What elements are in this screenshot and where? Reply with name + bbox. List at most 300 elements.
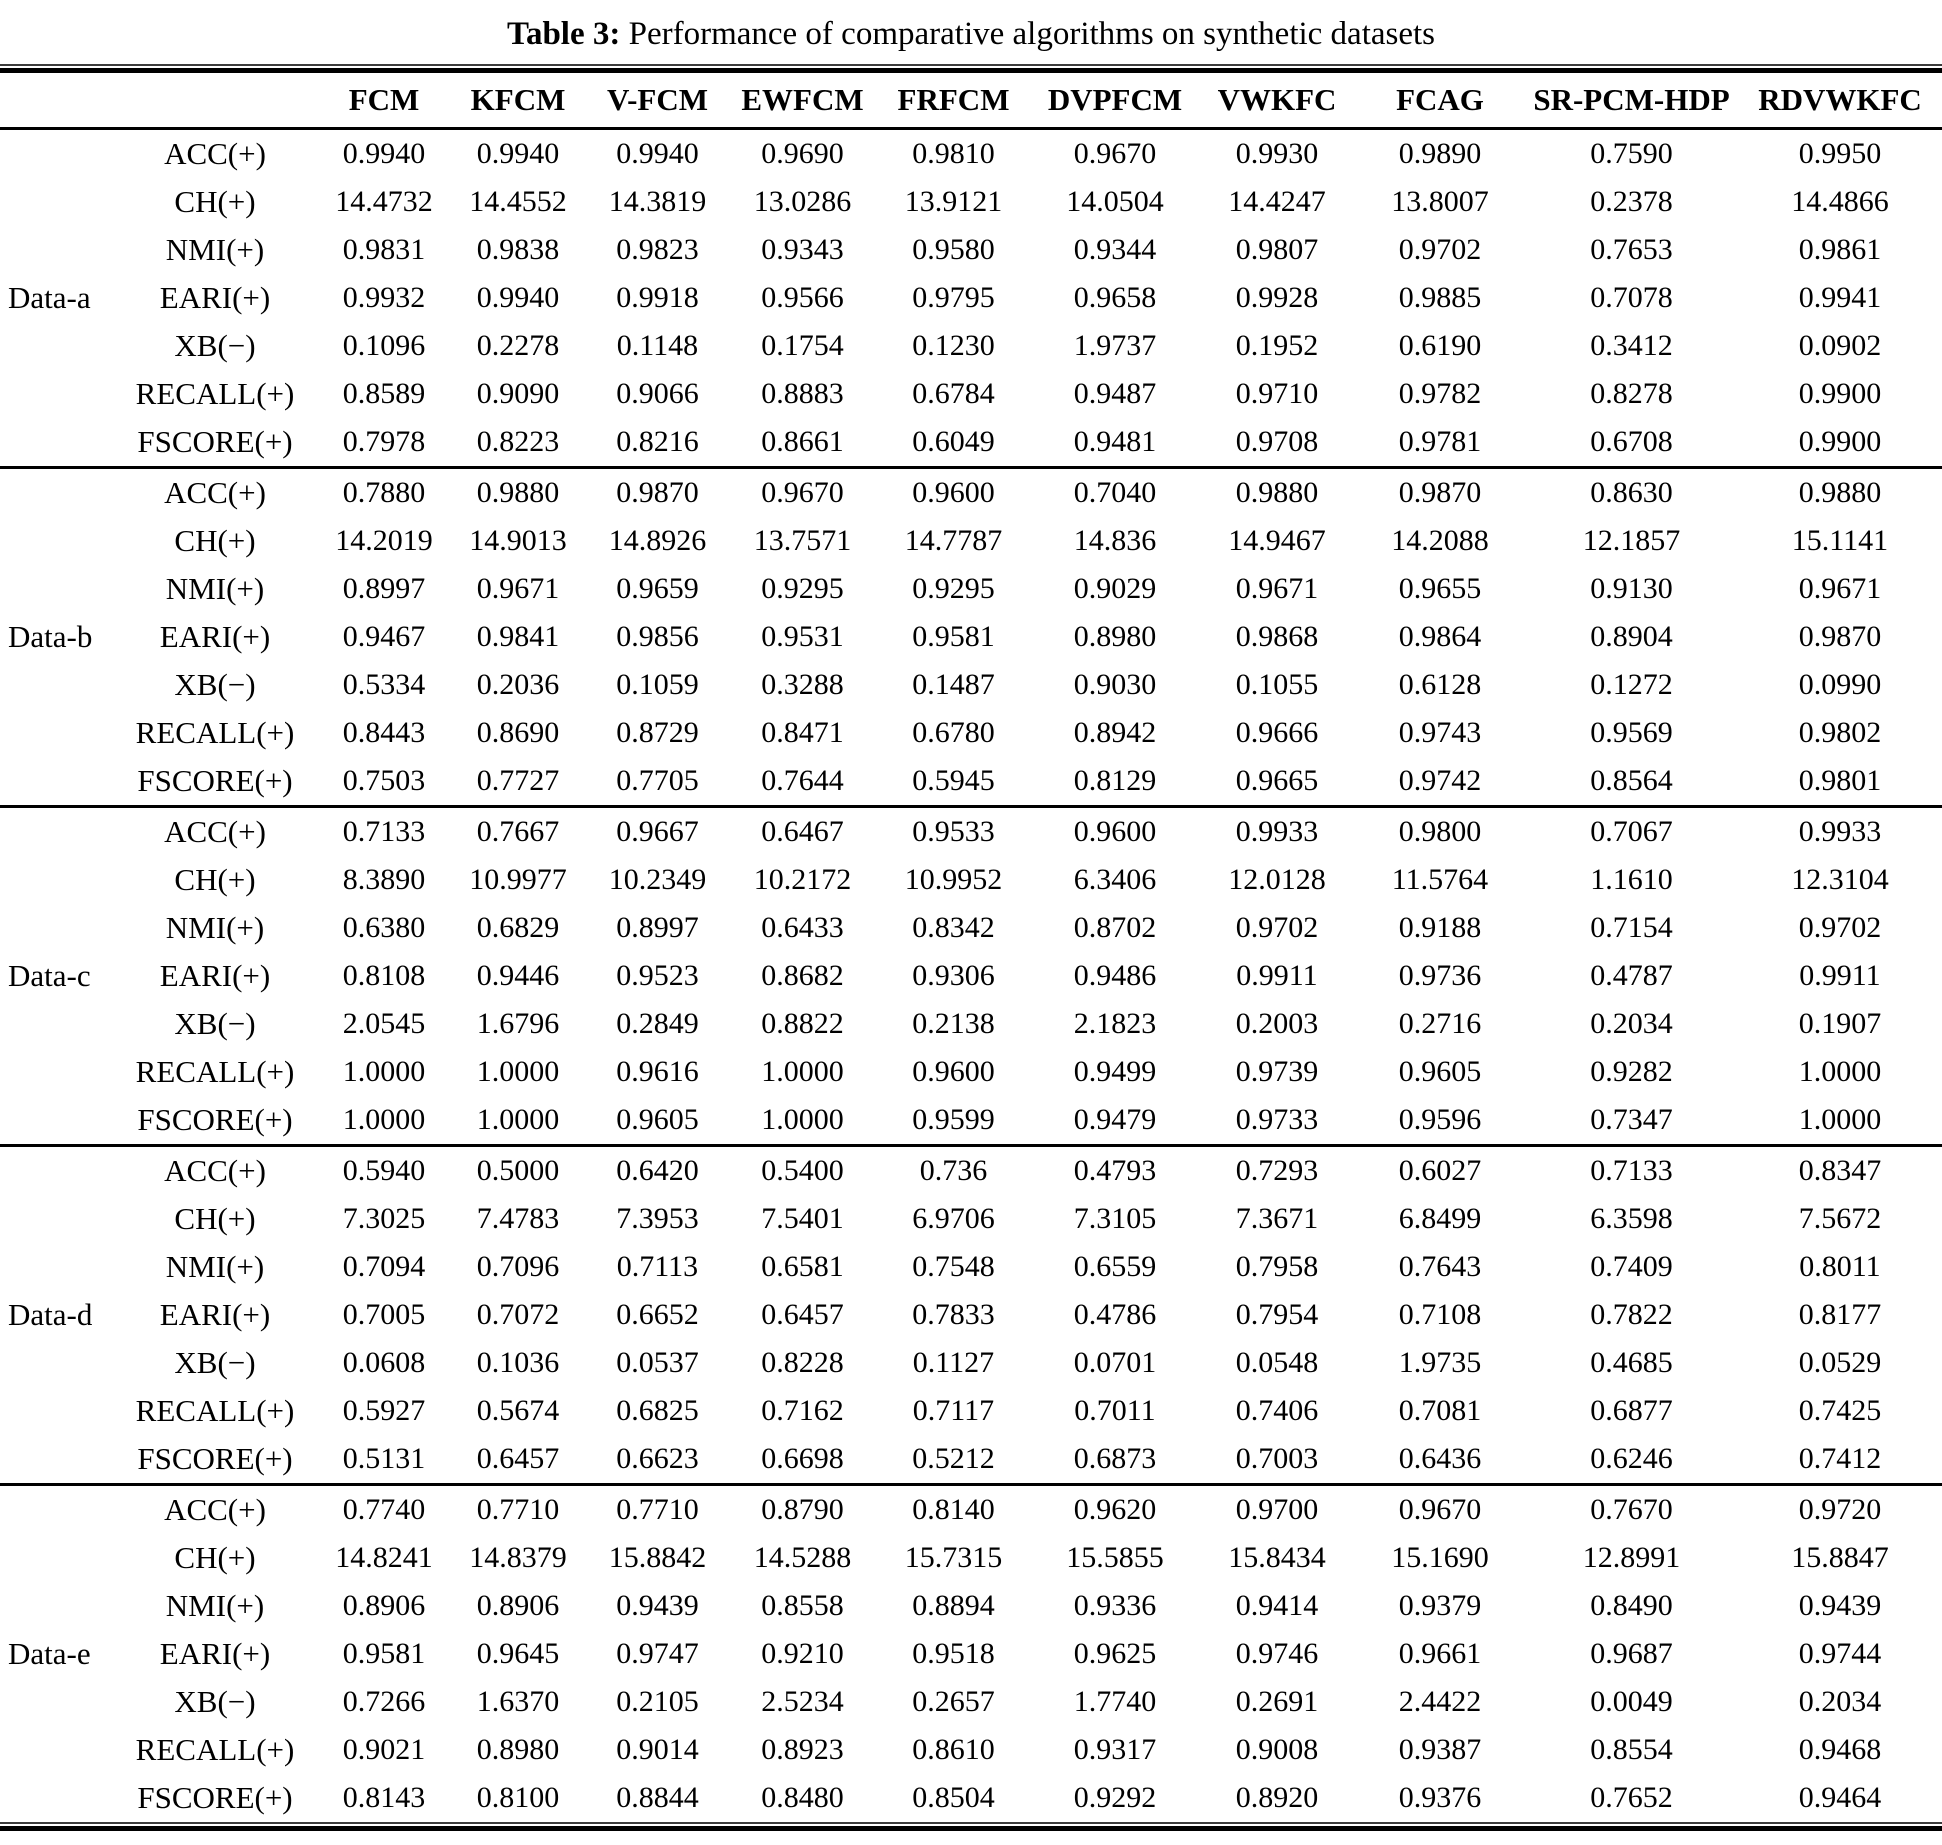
data-cell: 6.8499 xyxy=(1398,1202,1482,1235)
data-cell: 0.9387 xyxy=(1398,1733,1482,1766)
data-cell: 0.7710 xyxy=(476,1493,560,1526)
data-cell: 0.8702 xyxy=(1073,911,1157,944)
table-row xyxy=(0,1774,1942,1822)
data-cell: 0.9344 xyxy=(1073,233,1157,266)
data-cell: 0.6246 xyxy=(1590,1442,1673,1475)
table-row xyxy=(0,1195,1942,1243)
data-cell: 0.8923 xyxy=(761,1733,844,1766)
data-cell: 0.7548 xyxy=(912,1250,995,1283)
table-row xyxy=(0,1630,1942,1678)
data-cell: 0.5674 xyxy=(476,1394,560,1427)
metric-label: ACC(+) xyxy=(164,1153,266,1188)
metric-label: ACC(+) xyxy=(164,475,266,510)
data-cell: 14.3819 xyxy=(608,185,707,218)
header-row xyxy=(0,73,1942,129)
column-header-v-fcm: V-FCM xyxy=(586,73,729,129)
data-cell: 0.9523 xyxy=(616,959,699,992)
data-cell: 15.8847 xyxy=(1791,1541,1889,1574)
data-cell: 0.8906 xyxy=(342,1589,426,1622)
table-row xyxy=(0,1146,1942,1196)
data-cell: 13.8007 xyxy=(1391,185,1489,218)
data-cell: 0.3412 xyxy=(1590,329,1673,362)
data-cell: 0.9008 xyxy=(1235,1733,1319,1766)
data-cell: 0.9021 xyxy=(342,1733,426,1766)
data-cell: 13.7571 xyxy=(753,524,852,557)
data-cell: 0.8942 xyxy=(1073,716,1157,749)
table-row xyxy=(0,1678,1942,1726)
data-cell: 0.2657 xyxy=(912,1685,995,1718)
data-cell: 0.7005 xyxy=(342,1298,426,1331)
data-cell: 14.0504 xyxy=(1066,185,1164,218)
data-cell: 0.8108 xyxy=(342,959,426,992)
column-header-rdvwkfc: RDVWKFC xyxy=(1738,73,1942,129)
data-cell: 0.8980 xyxy=(1073,620,1157,653)
data-cell: 14.8241 xyxy=(335,1541,433,1574)
data-cell: 14.8379 xyxy=(469,1541,567,1574)
data-cell: 6.3598 xyxy=(1590,1202,1673,1235)
data-cell: 0.9667 xyxy=(616,815,699,848)
data-cell: 0.7670 xyxy=(1590,1493,1673,1526)
metric-label: XB(−) xyxy=(174,667,256,702)
data-cell: 0.8558 xyxy=(761,1589,844,1622)
metric-label: CH(+) xyxy=(174,1540,256,1575)
data-cell: 14.2019 xyxy=(335,524,433,557)
data-cell: 0.1754 xyxy=(761,329,844,362)
data-cell: 0.9918 xyxy=(616,281,699,314)
data-cell: 13.0286 xyxy=(753,185,852,218)
data-cell: 0.7154 xyxy=(1590,911,1673,944)
data-cell: 0.2003 xyxy=(1235,1007,1319,1040)
data-cell: 0.1907 xyxy=(1798,1007,1882,1040)
data-cell: 0.9600 xyxy=(912,476,995,509)
data-cell: 0.736 xyxy=(919,1154,988,1187)
data-cell: 7.5672 xyxy=(1798,1202,1882,1235)
data-cell: 0.9800 xyxy=(1398,815,1482,848)
table-row xyxy=(0,1243,1942,1291)
data-cell: 0.9880 xyxy=(1798,476,1882,509)
data-cell: 0.9600 xyxy=(1073,815,1157,848)
table-row xyxy=(0,1048,1942,1096)
data-cell: 0.9671 xyxy=(1235,572,1319,605)
data-cell: 0.9481 xyxy=(1073,425,1157,458)
data-cell: 0.6380 xyxy=(342,911,426,944)
data-cell: 12.8991 xyxy=(1582,1541,1681,1574)
data-cell: 0.0902 xyxy=(1798,329,1882,362)
group-data-a xyxy=(0,129,1942,468)
data-cell: 0.2378 xyxy=(1590,185,1673,218)
data-cell: 0.9379 xyxy=(1398,1589,1482,1622)
table-row xyxy=(0,661,1942,709)
data-cell: 0.9802 xyxy=(1798,716,1882,749)
data-cell: 0.5945 xyxy=(912,764,995,797)
table-caption-text: Performance of comparative algorithms on synthetic datasets xyxy=(628,16,1436,52)
data-cell: 0.9700 xyxy=(1235,1493,1319,1526)
data-cell: 14.4552 xyxy=(469,185,567,218)
data-cell: 2.1823 xyxy=(1073,1007,1157,1040)
data-cell: 0.9930 xyxy=(1235,137,1319,170)
data-cell: 15.1690 xyxy=(1391,1541,1489,1574)
data-cell: 0.0548 xyxy=(1235,1346,1319,1379)
data-cell: 0.7653 xyxy=(1590,233,1673,266)
data-cell: 0.6652 xyxy=(616,1298,699,1331)
data-cell: 0.9940 xyxy=(476,137,560,170)
data-cell: 0.0529 xyxy=(1798,1346,1882,1379)
data-cell: 14.7787 xyxy=(904,524,1003,557)
data-cell: 0.1096 xyxy=(342,329,426,362)
data-cell: 1.0000 xyxy=(761,1055,844,1088)
corner-cell xyxy=(0,73,112,129)
data-cell: 0.7409 xyxy=(1590,1250,1673,1283)
data-cell: 0.9376 xyxy=(1398,1781,1482,1814)
data-cell: 0.8997 xyxy=(342,572,426,605)
data-cell: 15.5855 xyxy=(1066,1541,1164,1574)
data-cell: 0.9941 xyxy=(1798,281,1882,314)
metric-label: XB(−) xyxy=(174,1345,256,1380)
data-cell: 15.8842 xyxy=(608,1541,707,1574)
data-cell: 0.9900 xyxy=(1798,425,1882,458)
data-cell: 0.7954 xyxy=(1235,1298,1319,1331)
table-row xyxy=(0,856,1942,904)
data-cell: 0.9210 xyxy=(761,1637,844,1670)
data-cell: 0.8011 xyxy=(1799,1250,1881,1283)
data-cell: 0.9658 xyxy=(1073,281,1157,314)
table-row xyxy=(0,709,1942,757)
data-cell: 0.9090 xyxy=(476,377,560,410)
data-cell: 0.9739 xyxy=(1235,1055,1319,1088)
data-cell: 0.9030 xyxy=(1073,668,1157,701)
data-cell: 0.9580 xyxy=(912,233,995,266)
data-cell: 0.9645 xyxy=(476,1637,560,1670)
metric-label: RECALL(+) xyxy=(135,1054,295,1089)
data-cell: 0.8216 xyxy=(616,425,699,458)
data-cell: 0.9940 xyxy=(476,281,560,314)
data-cell: 15.8434 xyxy=(1228,1541,1326,1574)
data-cell: 1.0000 xyxy=(1798,1055,1882,1088)
data-cell: 0.7643 xyxy=(1398,1250,1482,1283)
data-cell: 0.8228 xyxy=(761,1346,844,1379)
data-cell: 2.0545 xyxy=(342,1007,426,1040)
data-cell: 0.9795 xyxy=(912,281,995,314)
data-cell: 0.9746 xyxy=(1235,1637,1319,1670)
data-cell: 0.7113 xyxy=(616,1250,699,1283)
data-cell: 0.9446 xyxy=(476,959,560,992)
data-cell: 0.8894 xyxy=(912,1589,995,1622)
data-cell: 0.6467 xyxy=(761,815,844,848)
data-cell: 0.8443 xyxy=(342,716,426,749)
data-cell: 0.0701 xyxy=(1073,1346,1157,1379)
data-cell: 0.9666 xyxy=(1235,716,1319,749)
data-cell: 0.9864 xyxy=(1398,620,1482,653)
metric-label: ACC(+) xyxy=(164,814,266,849)
data-cell: 0.5400 xyxy=(761,1154,844,1187)
data-cell: 0.1148 xyxy=(616,329,699,362)
data-cell: 0.2849 xyxy=(616,1007,699,1040)
data-cell: 0.7406 xyxy=(1235,1394,1319,1427)
table-row xyxy=(0,565,1942,613)
metric-label: NMI(+) xyxy=(165,910,265,945)
data-cell: 0.9933 xyxy=(1235,815,1319,848)
data-cell: 0.7133 xyxy=(342,815,426,848)
data-cell: 0.5212 xyxy=(912,1442,995,1475)
table-row xyxy=(0,952,1942,1000)
data-cell: 0.9940 xyxy=(616,137,699,170)
data-cell: 0.2034 xyxy=(1798,1685,1882,1718)
metric-label: ACC(+) xyxy=(164,136,266,171)
table-row xyxy=(0,613,1942,661)
metric-label: NMI(+) xyxy=(165,1249,265,1284)
metric-label: NMI(+) xyxy=(165,232,265,267)
data-cell: 0.7117 xyxy=(912,1394,995,1427)
data-cell: 0.7096 xyxy=(476,1250,560,1283)
data-cell: 0.9823 xyxy=(616,233,699,266)
data-cell: 0.8278 xyxy=(1590,377,1673,410)
data-cell: 14.4247 xyxy=(1228,185,1326,218)
data-cell: 0.8223 xyxy=(476,425,560,458)
data-cell: 0.8883 xyxy=(761,377,844,410)
table-row xyxy=(0,1534,1942,1582)
data-cell: 1.6370 xyxy=(476,1685,560,1718)
data-cell: 7.3025 xyxy=(342,1202,426,1235)
data-cell: 0.6190 xyxy=(1398,329,1482,362)
data-cell: 0.9702 xyxy=(1235,911,1319,944)
data-cell: 0.8690 xyxy=(476,716,560,749)
data-cell: 0.9736 xyxy=(1398,959,1482,992)
data-cell: 0.7710 xyxy=(616,1493,699,1526)
data-cell: 11.5764 xyxy=(1391,863,1489,896)
data-cell: 0.0049 xyxy=(1590,1685,1673,1718)
metric-label: RECALL(+) xyxy=(135,715,295,750)
data-cell: 0.9911 xyxy=(1236,959,1318,992)
data-cell: 0.6780 xyxy=(912,716,995,749)
data-cell: 0.1036 xyxy=(476,1346,560,1379)
data-cell: 0.7833 xyxy=(912,1298,995,1331)
column-header-ewfcm: EWFCM xyxy=(729,73,876,129)
data-cell: 0.9518 xyxy=(912,1637,995,1670)
data-cell: 0.9710 xyxy=(1235,377,1319,410)
data-cell: 0.9566 xyxy=(761,281,844,314)
data-cell: 0.8822 xyxy=(761,1007,844,1040)
table-row xyxy=(0,1096,1942,1146)
column-header-dvpfcm: DVPFCM xyxy=(1031,73,1199,129)
data-cell: 7.3105 xyxy=(1073,1202,1157,1235)
metric-label: XB(−) xyxy=(174,1006,256,1041)
data-cell: 0.9661 xyxy=(1398,1637,1482,1670)
data-cell: 0.2691 xyxy=(1235,1685,1319,1718)
data-cell: 0.9317 xyxy=(1073,1733,1157,1766)
data-cell: 14.2088 xyxy=(1391,524,1489,557)
data-cell: 0.9950 xyxy=(1798,137,1882,170)
data-cell: 0.9702 xyxy=(1798,911,1882,944)
data-cell: 0.7412 xyxy=(1798,1442,1882,1475)
data-cell: 0.9014 xyxy=(616,1733,699,1766)
data-cell: 0.9911 xyxy=(1799,959,1881,992)
data-cell: 0.7078 xyxy=(1590,281,1673,314)
data-cell: 0.9870 xyxy=(616,476,699,509)
data-cell: 0.9569 xyxy=(1590,716,1673,749)
data-cell: 0.7347 xyxy=(1590,1103,1673,1136)
data-cell: 0.7880 xyxy=(342,476,426,509)
data-cell: 0.2716 xyxy=(1398,1007,1482,1040)
data-cell: 0.7003 xyxy=(1235,1442,1319,1475)
data-cell: 0.6708 xyxy=(1590,425,1673,458)
bottom-rule xyxy=(0,1822,1942,1831)
data-cell: 14.5288 xyxy=(753,1541,852,1574)
data-cell: 0.9687 xyxy=(1590,1637,1673,1670)
data-cell: 0.9486 xyxy=(1073,959,1157,992)
data-cell: 6.9706 xyxy=(912,1202,995,1235)
data-cell: 0.1272 xyxy=(1590,668,1673,701)
metric-label: CH(+) xyxy=(174,862,256,897)
data-cell: 12.1857 xyxy=(1582,524,1681,557)
data-cell: 0.9468 xyxy=(1798,1733,1882,1766)
data-cell: 0.8610 xyxy=(912,1733,995,1766)
table-row xyxy=(0,226,1942,274)
data-cell: 0.8729 xyxy=(616,716,699,749)
metric-label: CH(+) xyxy=(174,523,256,558)
data-cell: 0.1487 xyxy=(912,668,995,701)
data-cell: 0.9670 xyxy=(1398,1493,1482,1526)
data-cell: 10.2349 xyxy=(608,863,707,896)
group-label: Data-d xyxy=(8,1297,93,1332)
data-cell: 0.9343 xyxy=(761,233,844,266)
data-cell: 0.9733 xyxy=(1235,1103,1319,1136)
data-cell: 0.9439 xyxy=(616,1589,699,1622)
data-cell: 14.4866 xyxy=(1791,185,1889,218)
group-label: Data-e xyxy=(8,1636,91,1671)
data-cell: 0.9670 xyxy=(761,476,844,509)
data-cell: 0.4786 xyxy=(1073,1298,1157,1331)
data-cell: 0.8490 xyxy=(1590,1589,1673,1622)
data-cell: 0.7081 xyxy=(1398,1394,1482,1427)
data-cell: 0.6581 xyxy=(761,1250,844,1283)
metric-label: RECALL(+) xyxy=(135,376,295,411)
data-cell: 0.9932 xyxy=(342,281,426,314)
data-cell: 0.6559 xyxy=(1073,1250,1157,1283)
table-row xyxy=(0,807,1942,857)
table-row xyxy=(0,1339,1942,1387)
data-cell: 0.9838 xyxy=(476,233,560,266)
data-cell: 0.8140 xyxy=(912,1493,995,1526)
metric-label: ACC(+) xyxy=(164,1492,266,1527)
data-cell: 0.9336 xyxy=(1073,1589,1157,1622)
data-cell: 0.6623 xyxy=(616,1442,699,1475)
data-cell: 0.9600 xyxy=(912,1055,995,1088)
data-cell: 0.9880 xyxy=(476,476,560,509)
data-cell: 0.9782 xyxy=(1398,377,1482,410)
data-cell: 0.5334 xyxy=(342,668,426,701)
data-cell: 0.4685 xyxy=(1590,1346,1673,1379)
data-cell: 0.9868 xyxy=(1235,620,1319,653)
corner-cell xyxy=(112,73,318,129)
data-cell: 0.7094 xyxy=(342,1250,426,1283)
table-caption xyxy=(0,6,1942,64)
data-cell: 0.9439 xyxy=(1798,1589,1882,1622)
data-cell: 0.9029 xyxy=(1073,572,1157,605)
group-data-b xyxy=(0,468,1942,807)
table-row xyxy=(0,1000,1942,1048)
data-cell: 0.9861 xyxy=(1798,233,1882,266)
data-cell: 0.9487 xyxy=(1073,377,1157,410)
data-cell: 0.9188 xyxy=(1398,911,1482,944)
data-cell: 1.0000 xyxy=(342,1055,426,1088)
data-cell: 0.1230 xyxy=(912,329,995,362)
table-row xyxy=(0,178,1942,226)
data-cell: 0.9744 xyxy=(1798,1637,1882,1670)
column-header-frfcm: FRFCM xyxy=(876,73,1031,129)
data-cell: 0.7705 xyxy=(616,764,699,797)
data-cell: 0.8564 xyxy=(1590,764,1673,797)
data-cell: 0.8129 xyxy=(1073,764,1157,797)
data-cell: 7.4783 xyxy=(476,1202,560,1235)
data-cell: 0.7740 xyxy=(342,1493,426,1526)
data-cell: 14.9467 xyxy=(1228,524,1326,557)
data-cell: 0.9306 xyxy=(912,959,995,992)
group-label: Data-c xyxy=(8,958,91,993)
data-cell: 0.9747 xyxy=(616,1637,699,1670)
data-cell: 0.2278 xyxy=(476,329,560,362)
data-cell: 0.9890 xyxy=(1398,137,1482,170)
table-row xyxy=(0,1582,1942,1630)
data-cell: 0.6436 xyxy=(1398,1442,1482,1475)
metric-label: CH(+) xyxy=(174,1201,256,1236)
group-data-e xyxy=(0,1485,1942,1823)
data-cell: 0.7293 xyxy=(1235,1154,1319,1187)
data-cell: 0.5940 xyxy=(342,1154,426,1187)
data-cell: 1.0000 xyxy=(761,1103,844,1136)
data-cell: 0.9414 xyxy=(1235,1589,1319,1622)
metric-label: NMI(+) xyxy=(165,1588,265,1623)
data-cell: 0.4787 xyxy=(1590,959,1673,992)
table-row xyxy=(0,1435,1942,1485)
metric-label: EARI(+) xyxy=(159,619,271,654)
data-cell: 0.5000 xyxy=(476,1154,560,1187)
data-cell: 0.9467 xyxy=(342,620,426,653)
metric-label: CH(+) xyxy=(174,184,256,219)
data-cell: 0.9464 xyxy=(1798,1781,1882,1814)
data-cell: 7.5401 xyxy=(761,1202,844,1235)
data-cell: 13.9121 xyxy=(904,185,1003,218)
metric-label: EARI(+) xyxy=(159,1636,271,1671)
data-cell: 0.9625 xyxy=(1073,1637,1157,1670)
data-cell: 0.0990 xyxy=(1798,668,1882,701)
data-cell: 0.7644 xyxy=(761,764,844,797)
data-cell: 0.6698 xyxy=(761,1442,844,1475)
table-row xyxy=(0,1726,1942,1774)
data-cell: 12.3104 xyxy=(1791,863,1889,896)
data-cell: 0.9581 xyxy=(342,1637,426,1670)
data-cell: 14.9013 xyxy=(469,524,567,557)
data-cell: 0.7727 xyxy=(476,764,560,797)
table-row xyxy=(0,418,1942,468)
data-cell: 0.6877 xyxy=(1590,1394,1673,1427)
data-cell: 0.9295 xyxy=(761,572,844,605)
data-cell: 1.0000 xyxy=(342,1103,426,1136)
data-cell: 0.7133 xyxy=(1590,1154,1673,1187)
data-cell: 0.5927 xyxy=(342,1394,426,1427)
data-cell: 0.8844 xyxy=(616,1781,699,1814)
table-row xyxy=(0,322,1942,370)
data-cell: 0.8347 xyxy=(1798,1154,1882,1187)
data-cell: 0.9940 xyxy=(342,137,426,170)
table-row xyxy=(0,1485,1942,1535)
metric-label: FSCORE(+) xyxy=(137,1780,293,1815)
data-cell: 2.5234 xyxy=(761,1685,844,1718)
data-cell: 0.9295 xyxy=(912,572,995,605)
data-cell: 0.1059 xyxy=(616,668,699,701)
data-cell: 0.9928 xyxy=(1235,281,1319,314)
metric-label: EARI(+) xyxy=(159,958,271,993)
data-cell: 1.0000 xyxy=(1798,1103,1882,1136)
